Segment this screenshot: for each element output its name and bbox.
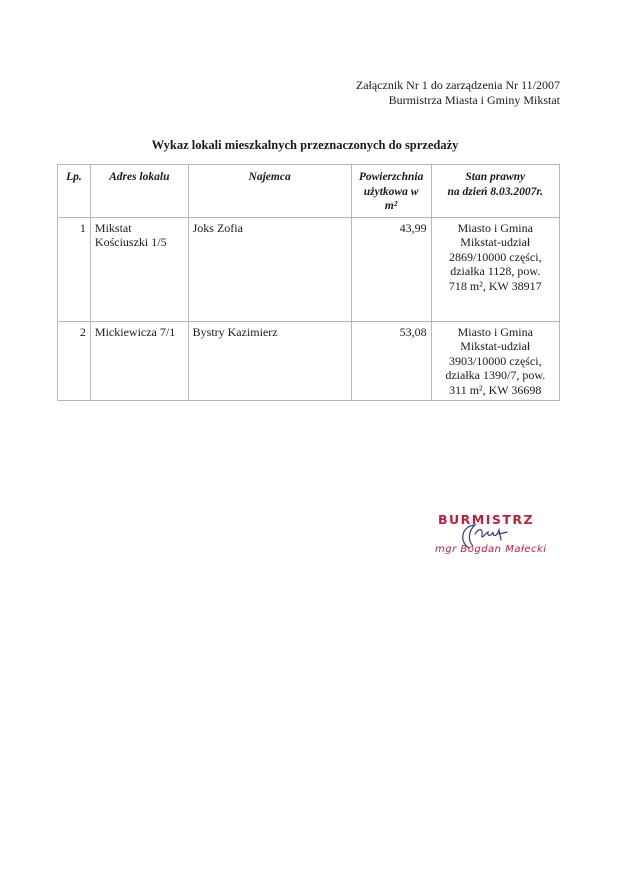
- legal-line: 718 m², KW 38917: [448, 278, 542, 293]
- stamp-name: mgr Bogdan Małecki: [435, 544, 547, 555]
- cell-legal-status: [431, 321, 559, 401]
- header-address: Adres lokalu: [90, 165, 188, 218]
- table-row: [58, 217, 560, 321]
- legal-line: 311 m², KW 36698: [449, 382, 542, 397]
- cell-address: [90, 321, 188, 401]
- issuer-line: Burmistrza Miasta i Gminy Mikstat: [388, 93, 560, 107]
- header-legal-status: [431, 165, 559, 218]
- cell-area: 43,99: [351, 217, 431, 321]
- legal-line: działka 1128, pow.: [450, 264, 541, 278]
- stamp-title: BURMISTRZ: [438, 512, 535, 527]
- attachment-line: Załącznik Nr 1 do zarządzenia Nr 11/2007: [355, 78, 560, 92]
- mayor-stamp: [425, 512, 565, 562]
- legal-line: Mikstat-udział: [460, 339, 531, 353]
- apartments-table: [57, 164, 560, 401]
- header-area: [351, 165, 431, 218]
- address-line: Mikstat: [94, 220, 132, 235]
- header-tenant: Najemca: [188, 165, 351, 218]
- header-area-line: Powierzchnia: [358, 171, 424, 183]
- header-area-line: m²: [384, 200, 398, 212]
- legal-line: działka 1390/7, pow.: [445, 368, 546, 382]
- legal-line: Miasto i Gmina: [457, 220, 533, 235]
- header-legal-line: na dzień 8.03.2007r.: [447, 185, 544, 198]
- header-legal-line: Stan prawny: [465, 171, 526, 183]
- document-title: Wykaz lokali mieszkalnych przeznaczonych do sprzedaży: [151, 138, 459, 152]
- cell-lp: 2: [58, 321, 91, 401]
- table-header-row: [58, 165, 560, 218]
- cell-tenant: Bystry Kazimierz: [188, 321, 351, 401]
- cell-tenant: Joks Zofia: [188, 217, 351, 321]
- cell-area: 53,08: [351, 321, 431, 401]
- attachment-header: [356, 78, 560, 108]
- address-line: Mickiewicza 7/1: [94, 324, 176, 339]
- legal-line: Mikstat-udział: [460, 235, 531, 249]
- cell-legal-status: [431, 217, 559, 321]
- header-area-line: użytkowa w: [363, 185, 419, 198]
- table-row: [58, 321, 560, 401]
- header-lp: Lp.: [58, 165, 91, 218]
- legal-line: 3903/10000 części,: [448, 353, 542, 368]
- cell-address: [90, 217, 188, 321]
- legal-line: Miasto i Gmina: [457, 324, 533, 339]
- cell-lp: 1: [58, 217, 91, 321]
- legal-line: 2869/10000 części,: [448, 249, 542, 264]
- address-line: Kościuszki 1/5: [94, 235, 167, 249]
